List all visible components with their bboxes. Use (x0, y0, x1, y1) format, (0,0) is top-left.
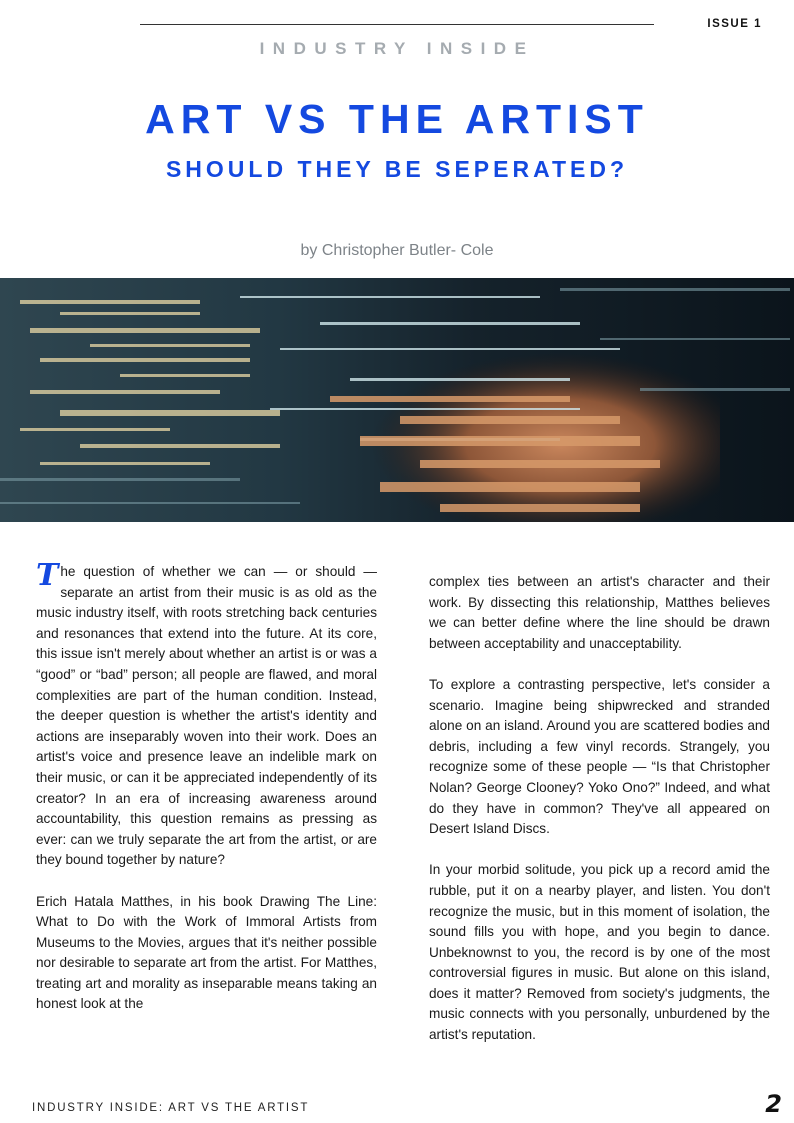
article-byline: by Christopher Butler- Cole (300, 242, 494, 259)
body-paragraph: complex ties between an artist's character and their work. By dissecting this relationship, Matthes believes we can better define where the line should be drawn between acceptability and unacceptability. (429, 574, 770, 651)
body-paragraph: The question of whether we can — or should — separate an artist from their music is as old as the music industry itself, with roots stretching back centuries and resonances that extend into the future. At its core, this issue isn't merely about whether an artist is or was a “good” or “bad” person; all people are flawed, and moral complexities are part of the human condition. Instead, the deeper question is whether the artist's identity and actions are inseparably woven into their work. Does an artist's voice and presence leave an indelible mark on their music, or can it be appreciated independently of its creator? In an era of increasing awareness around accountability, this question remains as pressing as ever: can we truly separate the art from the artist, or are they bound together by nature? (36, 558, 377, 868)
right-column (429, 572, 770, 1066)
page-number: 2 (765, 1090, 782, 1118)
article-title: ART VS THE ARTIST (145, 96, 649, 142)
article-subtitle: SHOULD THEY BE SEPERATED? (165, 156, 629, 182)
issue-label: ISSUE 1 (707, 18, 762, 30)
running-footer: INDUSTRY INSIDE: ART VS THE ARTIST (32, 1102, 310, 1114)
body-paragraph: To explore a contrasting perspective, let's consider a scenario. Imagine being shipwrecked and stranded alone on an island. Around you are scattered bodies and debris, including a few vinyl records. Strangely, you recognize some of these people — “Is that Christopher Nolan? George Clooney? Yoko Ono?” Indeed, and what do they have in common? They've all appeared on Desert Island Discs. (429, 676, 770, 837)
body-paragraph: In your morbid solitude, you pick up a record amid the rubble, put it on a nearby player, and listen. You don't recognize the music, but in this moment of isolation, the sound fills you with hope, and you begin to dance. Unbeknownst to you, the record is by one of the most controversial figures in music. But alone on this island, does it matter? Removed from society's judgments, the music connects with you personally, unburdened by the artist's reputation. (429, 862, 770, 1043)
hero-image (0, 278, 794, 522)
section-kicker: INDUSTRY INSIDE (259, 39, 535, 58)
body-paragraph: Erich Hatala Matthes, in his book Drawing The Line: What to Do with the Work of Immoral Artists from Museums to the Movies, argues that it's neither possible nor desirable to separate art from the artist. For Matthes, treating art and morality as inseparable means taking an honest look at the (36, 893, 377, 1012)
glitch-collage-image (0, 278, 794, 522)
left-column (36, 558, 377, 1036)
header-rule (140, 24, 654, 25)
drop-cap: T (36, 558, 59, 593)
